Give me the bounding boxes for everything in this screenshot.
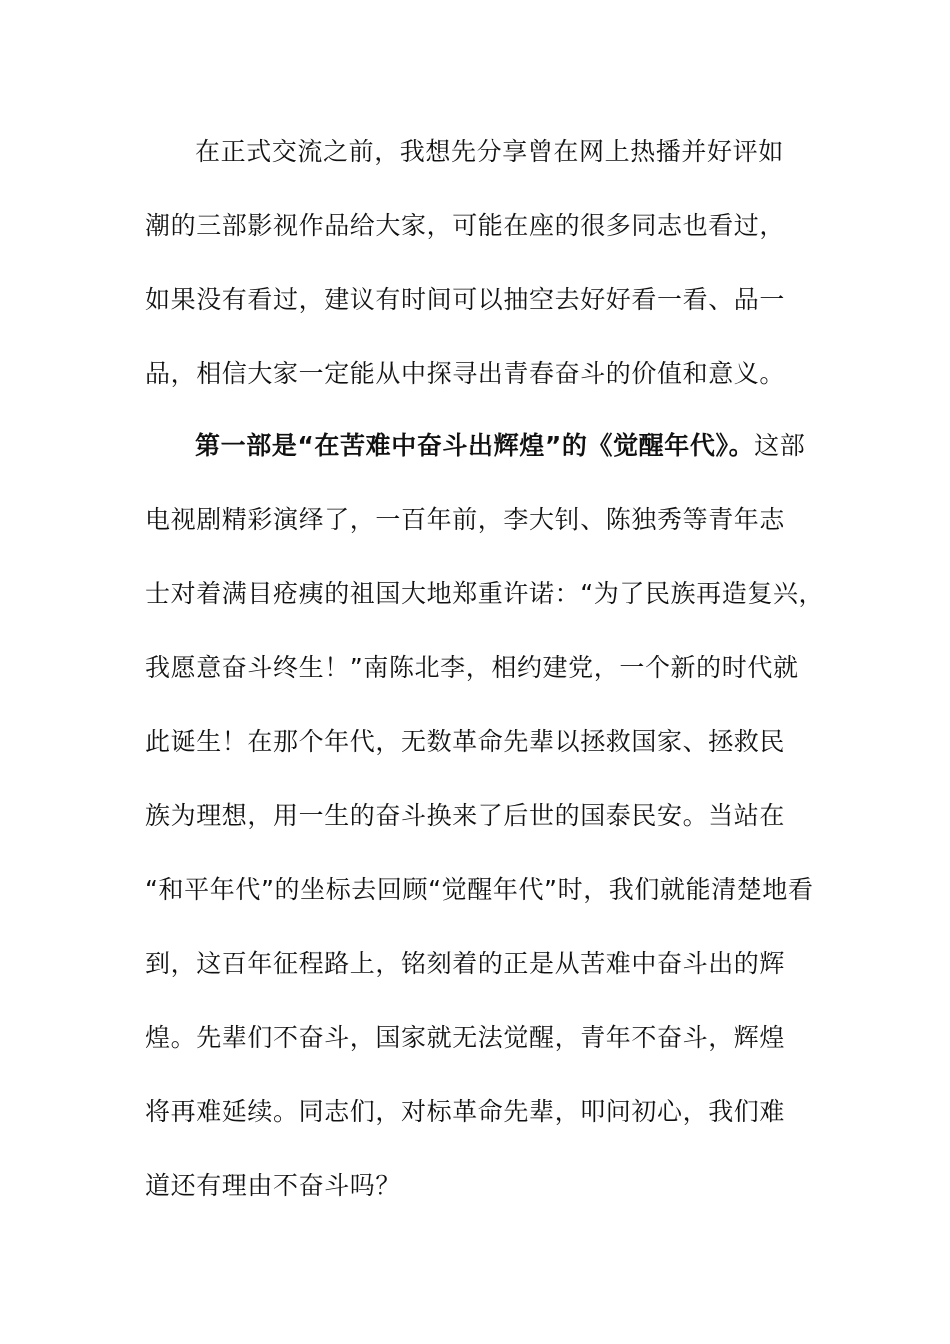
paragraph-1-line-2: 潮的三部影视作品给大家，可能在座的很多同志也看过， <box>145 211 786 240</box>
paragraph-1-line-3: 如果没有看过，建议有时间可以抽空去好好看一看、品一 <box>145 285 786 314</box>
paragraph-2-line-5: 此诞生！在那个年代，无数革命先辈以拯救国家、拯救民 <box>145 727 786 756</box>
paragraph-2-line-1-rest: 这部 <box>754 431 806 460</box>
paragraph-2-line-8: 到，这百年征程路上，铭刻着的正是从苦难中奋斗出的辉 <box>145 949 786 978</box>
paragraph-2-line-1 <box>195 429 885 463</box>
paragraph-2-line-6: 族为理想，用一生的奋斗换来了后世的国泰民安。当站在 <box>145 801 786 830</box>
paragraph-2-line-11: 道还有理由不奋斗吗？ <box>145 1171 402 1200</box>
paragraph-2-line-9: 煌。先辈们不奋斗，国家就无法觉醒，青年不奋斗，辉煌 <box>145 1023 786 1052</box>
paragraph-2-line-2: 电视剧精彩演绎了，一百年前，李大钊、陈独秀等青年志 <box>145 505 786 534</box>
paragraph-2-line-10: 将再难延续。同志们，对标革命先辈，叩问初心，我们难 <box>145 1097 786 1126</box>
paragraph-2-line-7: “和平年代”的坐标去回顾“觉醒年代”时，我们就能清楚地看 <box>145 875 814 904</box>
paragraph-1-line-1: 在正式交流之前，我想先分享曾在网上热播并好评如 <box>195 137 784 166</box>
paragraph-1-line-4: 品，相信大家一定能从中探寻出青春奋斗的价值和意义。 <box>145 359 786 388</box>
paragraph-2-line-4: 我愿意奋斗终生！”南陈北李，相约建党，一个新的时代就 <box>145 653 799 682</box>
section-heading: 第一部是“在苦难中奋斗出辉煌”的《觉醒年代》。 <box>195 431 755 460</box>
paragraph-2-line-3: 士对着满目疮痍的祖国大地郑重许诺：“为了民族再造复兴， <box>145 579 825 608</box>
